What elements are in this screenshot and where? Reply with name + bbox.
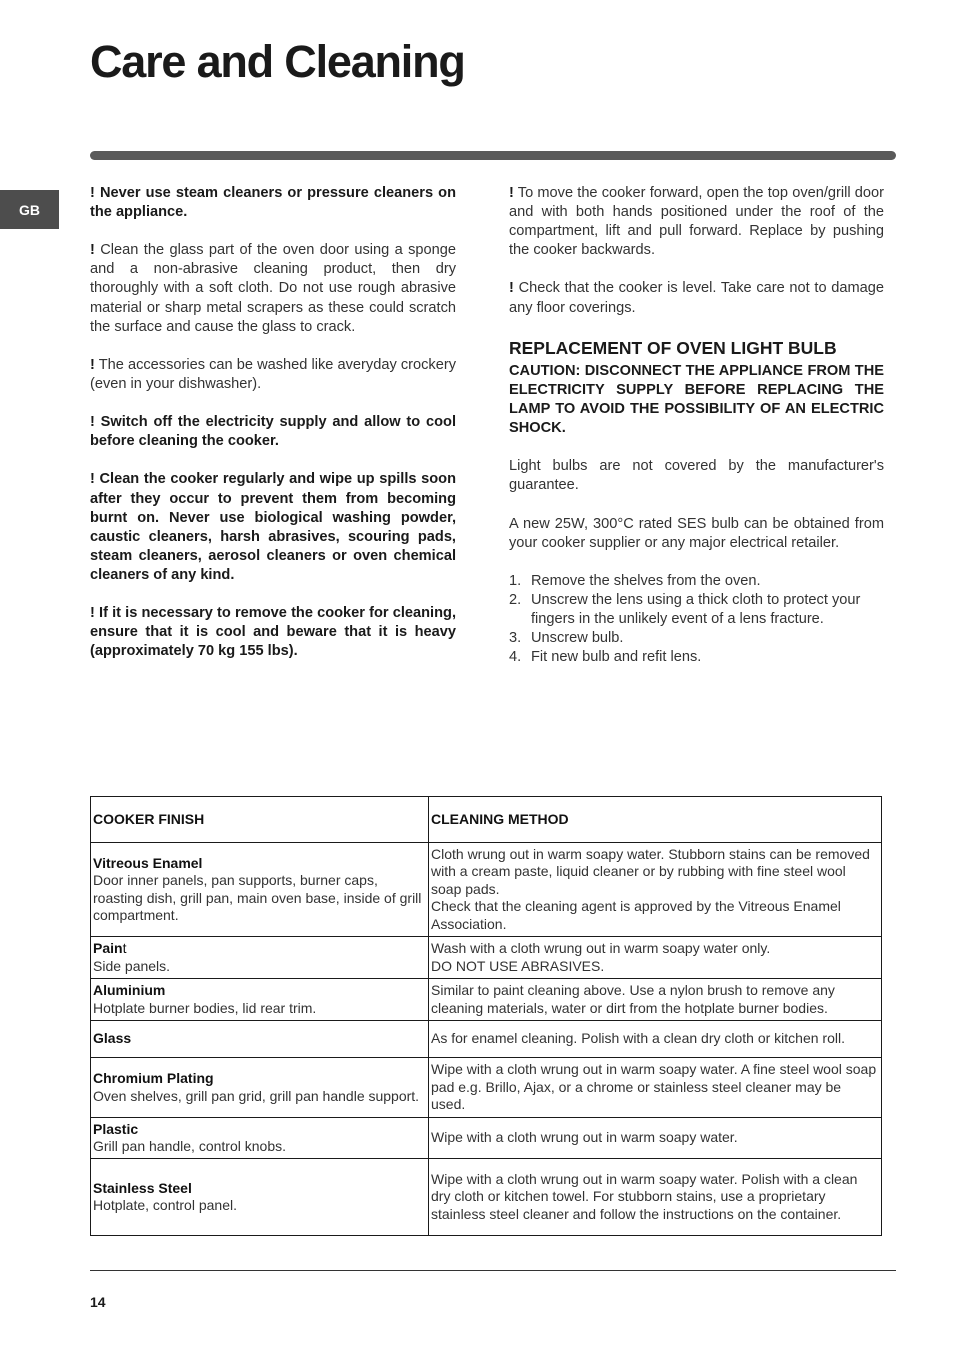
finish-cell — [91, 1159, 429, 1236]
finish-parts: Hotplate burner bodies, lid rear trim. — [93, 999, 317, 1016]
table-row — [91, 979, 882, 1021]
table-row — [91, 1118, 882, 1159]
cleaning-table — [90, 796, 882, 1236]
table-row — [91, 843, 882, 937]
footer-divider — [90, 1270, 896, 1271]
title-divider — [90, 151, 896, 160]
finish-name: Vitreous Enamel — [93, 854, 203, 871]
header-cooker-finish: COOKER FINISH — [91, 797, 429, 843]
finish-parts: Oven shelves, grill pan grid, grill pan handle support. — [93, 1087, 420, 1104]
table-row — [91, 937, 882, 979]
page-title: Care and Cleaning — [90, 36, 465, 87]
finish-name: Paint — [93, 940, 127, 956]
method-text: Wipe with a cloth wrung out in warm soapy water. A fine steel wool soap pad e.g. Brillo, Ajax, or a chrome or stainless steel cleaner may be used. — [431, 1061, 877, 1113]
method-cell — [429, 1118, 882, 1159]
method-text: Wipe with a cloth wrung out in warm soapy water. — [431, 1129, 738, 1146]
warning-regular-cleaning: ! Clean the cooker regularly and wipe up spills soon after they occur to prevent them from becoming burnt on. Never use biological washing powder, caustic cleaners, harsh abrasives, scouring pads, steam cleaners, aerosol cleaners or oven chemical cleaners of any kind. — [90, 471, 456, 583]
bulb-note: A new 25W, 300°C rated SES bulb can be obtained from your cooker supplier or any major electrical retailer. — [509, 515, 884, 551]
note-glass-cleaning: ! Clean the glass part of the oven door using a sponge and a non-abrasive cleaning product, then dry thoroughly with a soft cloth. Do not use rough abrasive material or sharp metal scrapers as these could scratch the surface and cause the glass to crack. — [90, 242, 456, 335]
finish-cell — [91, 1118, 429, 1159]
finish-parts: Side panels. — [93, 957, 171, 974]
finish-name: Aluminium — [93, 982, 166, 998]
method-cell — [429, 979, 882, 1021]
left-column — [90, 184, 456, 661]
table-header-row — [91, 797, 882, 843]
step-item: 3. Unscrew bulb. — [509, 630, 624, 647]
method-text: As for enamel cleaning. Polish with a clean dry cloth or kitchen roll. — [431, 1030, 845, 1047]
step-item: 1. Remove the shelves from the oven. — [509, 572, 761, 589]
page-number: 14 — [90, 1294, 106, 1310]
warning-electricity: ! Switch off the electricity supply and allow to cool before cleaning the cooker. — [90, 414, 456, 450]
finish-cell — [91, 979, 429, 1021]
method-text: Wash with a cloth wrung out in warm soapy water only. — [431, 940, 771, 956]
note-accessories: ! The accessories can be washed like averyday crockery (even in your dishwasher). — [90, 356, 456, 392]
method-cell — [429, 937, 882, 979]
method-cell — [429, 843, 882, 937]
method-cell — [429, 1159, 882, 1236]
method-text: Cloth wrung out in warm soapy water. Stubborn stains can be removed with a cream paste, liquid cleaner or by rubbing with fine steel wool soap pads. — [431, 845, 870, 897]
finish-name: Stainless Steel — [93, 1179, 192, 1196]
finish-cell — [91, 1058, 429, 1118]
method-text: Similar to paint cleaning above. Use a nylon brush to remove any cleaning materials, water or dirt from the hotplate burner bodies. — [431, 982, 835, 1016]
method-cell — [429, 1021, 882, 1058]
caution-text: CAUTION: DISCONNECT THE APPLIANCE FROM THE ELECTRICITY SUPPLY BEFORE REPLACING THE LAMP TO AVOID THE POSSIBILITY OF AN ELECTRIC SHOCK. — [509, 362, 884, 437]
replacement-steps — [509, 572, 884, 667]
note-level-check: ! Check that the cooker is level. Take care not to damage any floor coverings. — [509, 280, 884, 316]
section-heading-light-bulb: REPLACEMENT OF OVEN LIGHT BULB — [509, 337, 837, 358]
table-row — [91, 1021, 882, 1058]
method-text-2: DO NOT USE ABRASIVES. — [431, 957, 605, 974]
step-item: 4. Fit new bulb and refit lens. — [509, 649, 702, 666]
warning-steam-cleaners: ! Never use steam cleaners or pressure cleaners on the appliance. — [90, 185, 456, 221]
language-tab: GB — [0, 190, 59, 229]
finish-name: Plastic — [93, 1120, 139, 1137]
finish-cell — [91, 937, 429, 979]
finish-cell — [91, 1021, 429, 1058]
guarantee-note: Light bulbs are not covered by the manufacturer's guarantee. — [509, 458, 884, 494]
table-row — [91, 1058, 882, 1118]
warning-remove-cooker: ! If it is necessary to remove the cooker for cleaning, ensure that it is cool and beware that it is heavy (approximately 70 kg 155 lbs). — [90, 605, 456, 660]
finish-parts: Hotplate, control panel. — [93, 1197, 237, 1213]
right-column — [509, 184, 884, 667]
finish-parts: Grill pan handle, control knobs. — [93, 1138, 286, 1154]
header-cleaning-method: CLEANING METHOD — [429, 797, 882, 843]
finish-name: Chromium Plating — [93, 1070, 214, 1086]
step-item: 2. Unscrew the lens using a thick cloth to protect your fingers in the unlikely event of a lens fracture. — [509, 591, 861, 627]
table-row — [91, 1159, 882, 1236]
finish-name: Glass — [93, 1030, 132, 1047]
method-text-2: Check that the cleaning agent is approved by the Vitreous Enamel Association. — [431, 898, 841, 932]
finish-parts: Door inner panels, pan supports, burner caps, roasting dish, grill pan, main oven base, inside of grill compartment. — [93, 872, 422, 923]
method-cell — [429, 1058, 882, 1118]
note-move-cooker: ! To move the cooker forward, open the top oven/grill door and with both hands positioned under the roof of the compartment, lift and pull forward. Replace by pushing the cooker backwards. — [509, 185, 884, 259]
finish-cell — [91, 843, 429, 937]
method-text: Wipe with a cloth wrung out in warm soapy water. Polish with a clean dry cloth or kitchen towel. For stubborn stains, use a proprietary stainless steel cleaner and follow the instructions on the container. — [431, 1170, 858, 1222]
